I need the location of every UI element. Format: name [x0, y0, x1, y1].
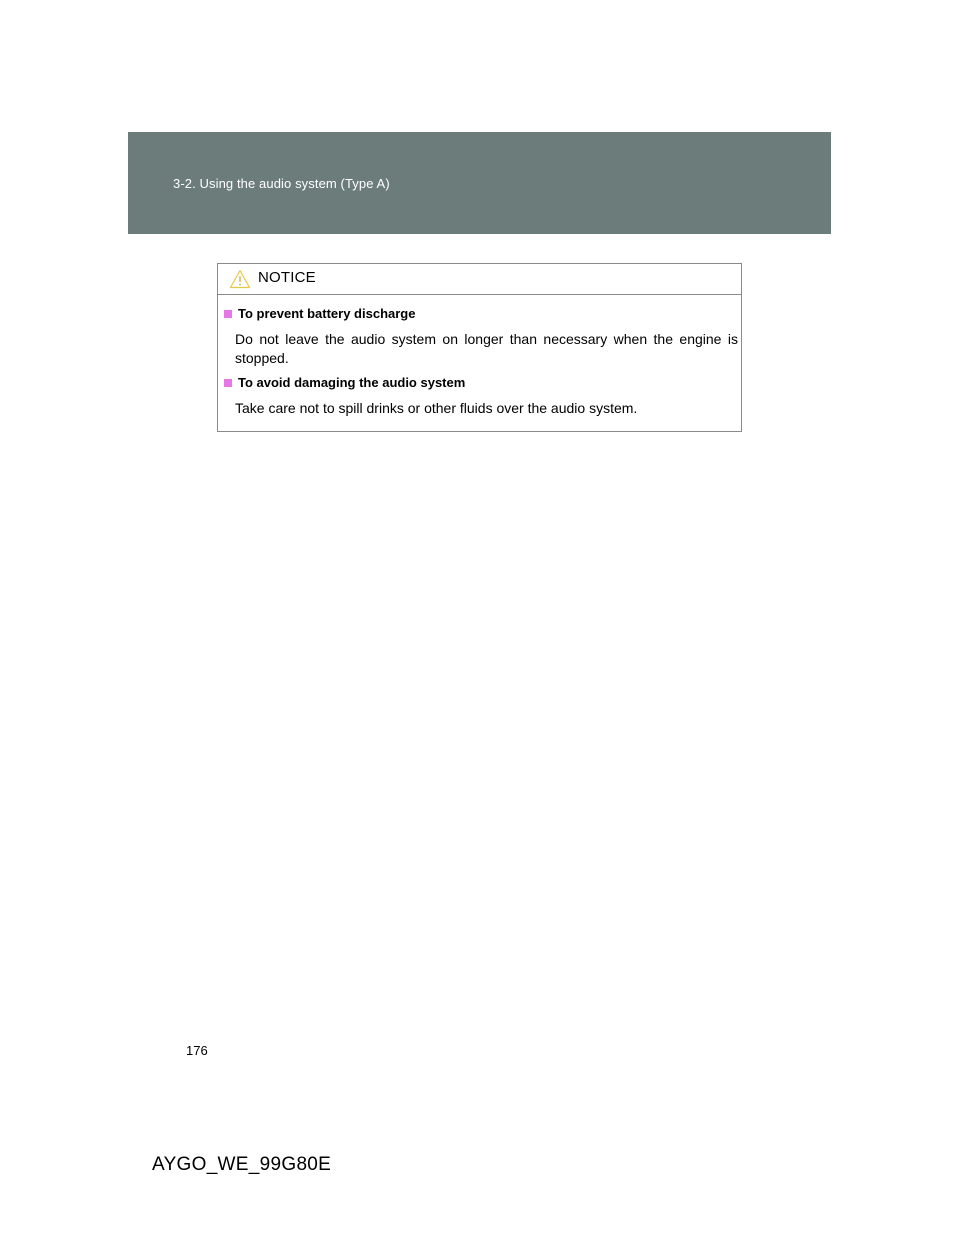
notice-item-heading-text: To prevent battery discharge	[238, 306, 416, 321]
page-number: 176	[186, 1043, 208, 1058]
notice-item-text: Do not leave the audio system on longer than necessary when the engine is stopped.	[235, 331, 738, 366]
warning-triangle-icon	[229, 269, 251, 289]
section-title: 3-2. Using the audio system (Type A)	[173, 176, 390, 191]
document-code: AYGO_WE_99G80E	[152, 1154, 332, 1175]
notice-item-text: Take care not to spill drinks or other fluids over the audio system.	[235, 400, 638, 416]
notice-box	[217, 263, 742, 432]
notice-header	[218, 264, 741, 295]
notice-item-heading	[224, 375, 465, 390]
square-bullet-icon	[224, 379, 232, 387]
square-bullet-icon	[224, 310, 232, 318]
notice-item-heading-text: To avoid damaging the audio system	[238, 375, 466, 390]
notice-title: NOTICE	[258, 269, 316, 286]
notice-item-heading	[224, 306, 415, 321]
